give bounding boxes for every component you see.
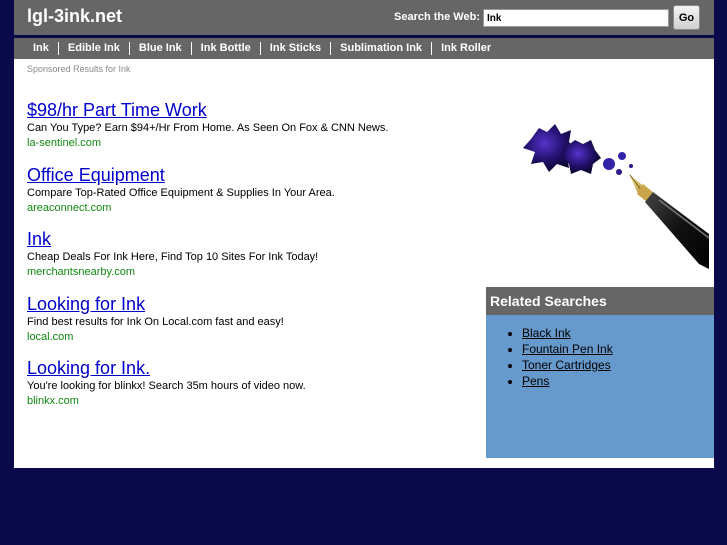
search-input[interactable] [483,9,669,27]
list-item [522,325,714,341]
list-item [522,357,714,373]
ad-title-link[interactable]: Looking for Ink [27,293,146,314]
ad-item [27,228,487,293]
header-bar [14,0,714,35]
related-link-pens[interactable]: Pens [522,374,550,388]
fountain-pen-ink-icon [509,114,709,289]
ad-description: Can You Type? Earn $94+/Hr From Home. As Seen On Fox & CNN News. [27,122,389,134]
nav-item-ink-roller[interactable]: Ink Roller [431,42,500,55]
search-label: Search the Web: [394,11,480,23]
nav-item-edible-ink[interactable]: Edible Ink [58,42,129,55]
ad-item [27,164,487,229]
related-link-fountain-pen-ink[interactable]: Fountain Pen Ink [522,342,613,356]
ad-item [27,293,487,358]
related-link-black-ink[interactable]: Black Ink [522,326,571,340]
related-searches-panel [486,287,714,458]
ad-url[interactable]: blinkx.com [27,395,79,407]
nav-item-ink[interactable]: Ink [33,42,49,54]
ad-description: You're looking for blinkx! Search 35m hours of video now. [27,380,306,392]
ad-title-link[interactable]: Office Equipment [27,164,165,185]
ad-title-link[interactable]: $98/hr Part Time Work [27,100,207,120]
ad-title-link[interactable]: Ink [27,229,52,249]
ad-description: Find best results for Ink On Local.com fast and easy! [27,315,284,328]
nav-item-ink-sticks[interactable]: Ink Sticks [260,42,330,55]
related-link-toner-cartridges[interactable]: Toner Cartridges [522,358,611,372]
related-searches-title: Related Searches [486,287,714,315]
ad-description: Compare Top-Rated Office Equipment & Supplies In Your Area. [27,186,335,199]
sponsored-label: Sponsored Results for Ink [27,64,131,74]
ad-item [27,99,487,164]
ad-url[interactable]: merchantsnearby.com [27,266,136,278]
site-title[interactable]: lgl-3ink.net [27,6,123,26]
ad-description: Cheap Deals For Ink Here, Find Top 10 Sites For Ink Today! [27,251,319,263]
category-nav [14,38,714,59]
nav-item-blue-ink[interactable]: Blue Ink [129,42,191,55]
ad-url[interactable]: local.com [27,330,74,343]
ad-title-link[interactable]: Looking for Ink. [27,358,151,378]
ad-url[interactable]: areaconnect.com [27,201,112,214]
main-content [14,59,714,468]
list-item [522,341,714,357]
related-searches-list [486,325,714,389]
nav-item-sublimation-ink[interactable]: Sublimation Ink [330,42,431,55]
ad-url[interactable]: la-sentinel.com [27,137,101,149]
nav-item-ink-bottle[interactable]: Ink Bottle [191,42,260,55]
ad-item [27,357,487,422]
ad-list [27,99,487,422]
go-button[interactable]: Go [673,5,700,30]
list-item [522,373,714,389]
